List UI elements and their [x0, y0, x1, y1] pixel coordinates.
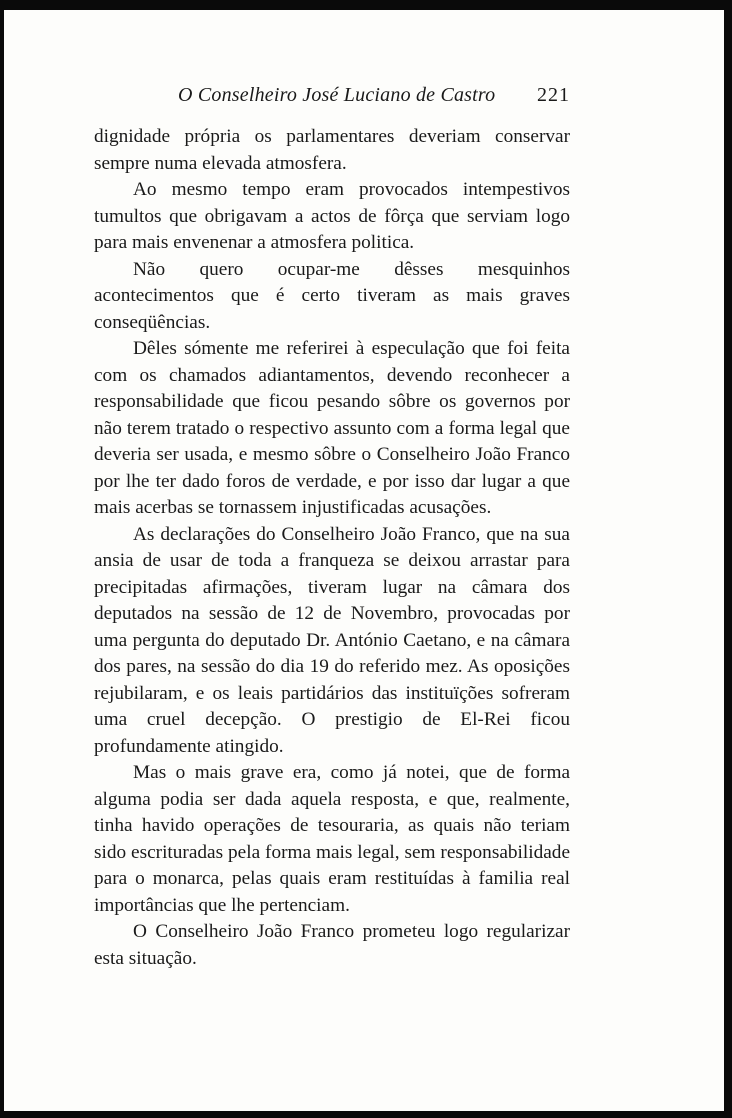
page-header [94, 84, 570, 114]
paragraph: As declarações do Conselheiro João Franco, que na sua ansia de usar de toda a franqueza se deixou arrastar para precipitadas afirmações, tiveram lugar na câmara dos deputados na sessão de 12 de Novembro, provocadas por uma pergunta do deputado Dr. António Caetano, e na câmara dos pares, na sessão do dia 19 do referido mez. As oposições rejubilaram, e os leais partidários das instituïções sofreram uma cruel decepção. O prestigio de El-Rei ficou profundamente atingido. [94, 523, 570, 757]
body-text [94, 124, 570, 972]
paragraph: Não quero ocupar-me dêsses mesquinhos acontecimentos que é certo tiveram as mais graves conseqüências. [94, 258, 570, 333]
page-number: 221 [537, 84, 570, 106]
paragraph: Mas o mais grave era, como já notei, que de forma alguma podia ser dada aquela resposta, e que, realmente, tinha havido operações de tesouraria, as quais não teriam sido escrituradas pela forma mais legal, sem responsabilidade para o monarca, pelas quais eram restituídas à familia real importâncias que lhe pertenciam. [94, 762, 570, 916]
running-title: O Conselheiro José Luciano de Castro [178, 84, 496, 106]
paragraph: Dêles sómente me referirei à especulação que foi feita com os chamados adiantamentos, devendo reconhecer a responsabilidade que ficou pesando sôbre os governos por não terem tratado o respectivo assunto com a forma legal que deveria ser usada, e mesmo sôbre o Conselheiro João Franco por lhe ter dado foros de verdade, e por isso dar lugar a que mais acerbas se tornassem injustificadas acusações. [94, 338, 570, 518]
paragraph: Ao mesmo tempo eram provocados intempestivos tumultos que obrigavam a actos de fôrça que serviam logo para mais envenenar a atmosfera politica. [94, 179, 570, 253]
paragraph: O Conselheiro João Franco prometeu logo regularizar esta situação. [94, 921, 570, 969]
paragraph: dignidade própria os parlamentares deveriam conservar sempre numa elevada atmosfera. [94, 126, 570, 174]
